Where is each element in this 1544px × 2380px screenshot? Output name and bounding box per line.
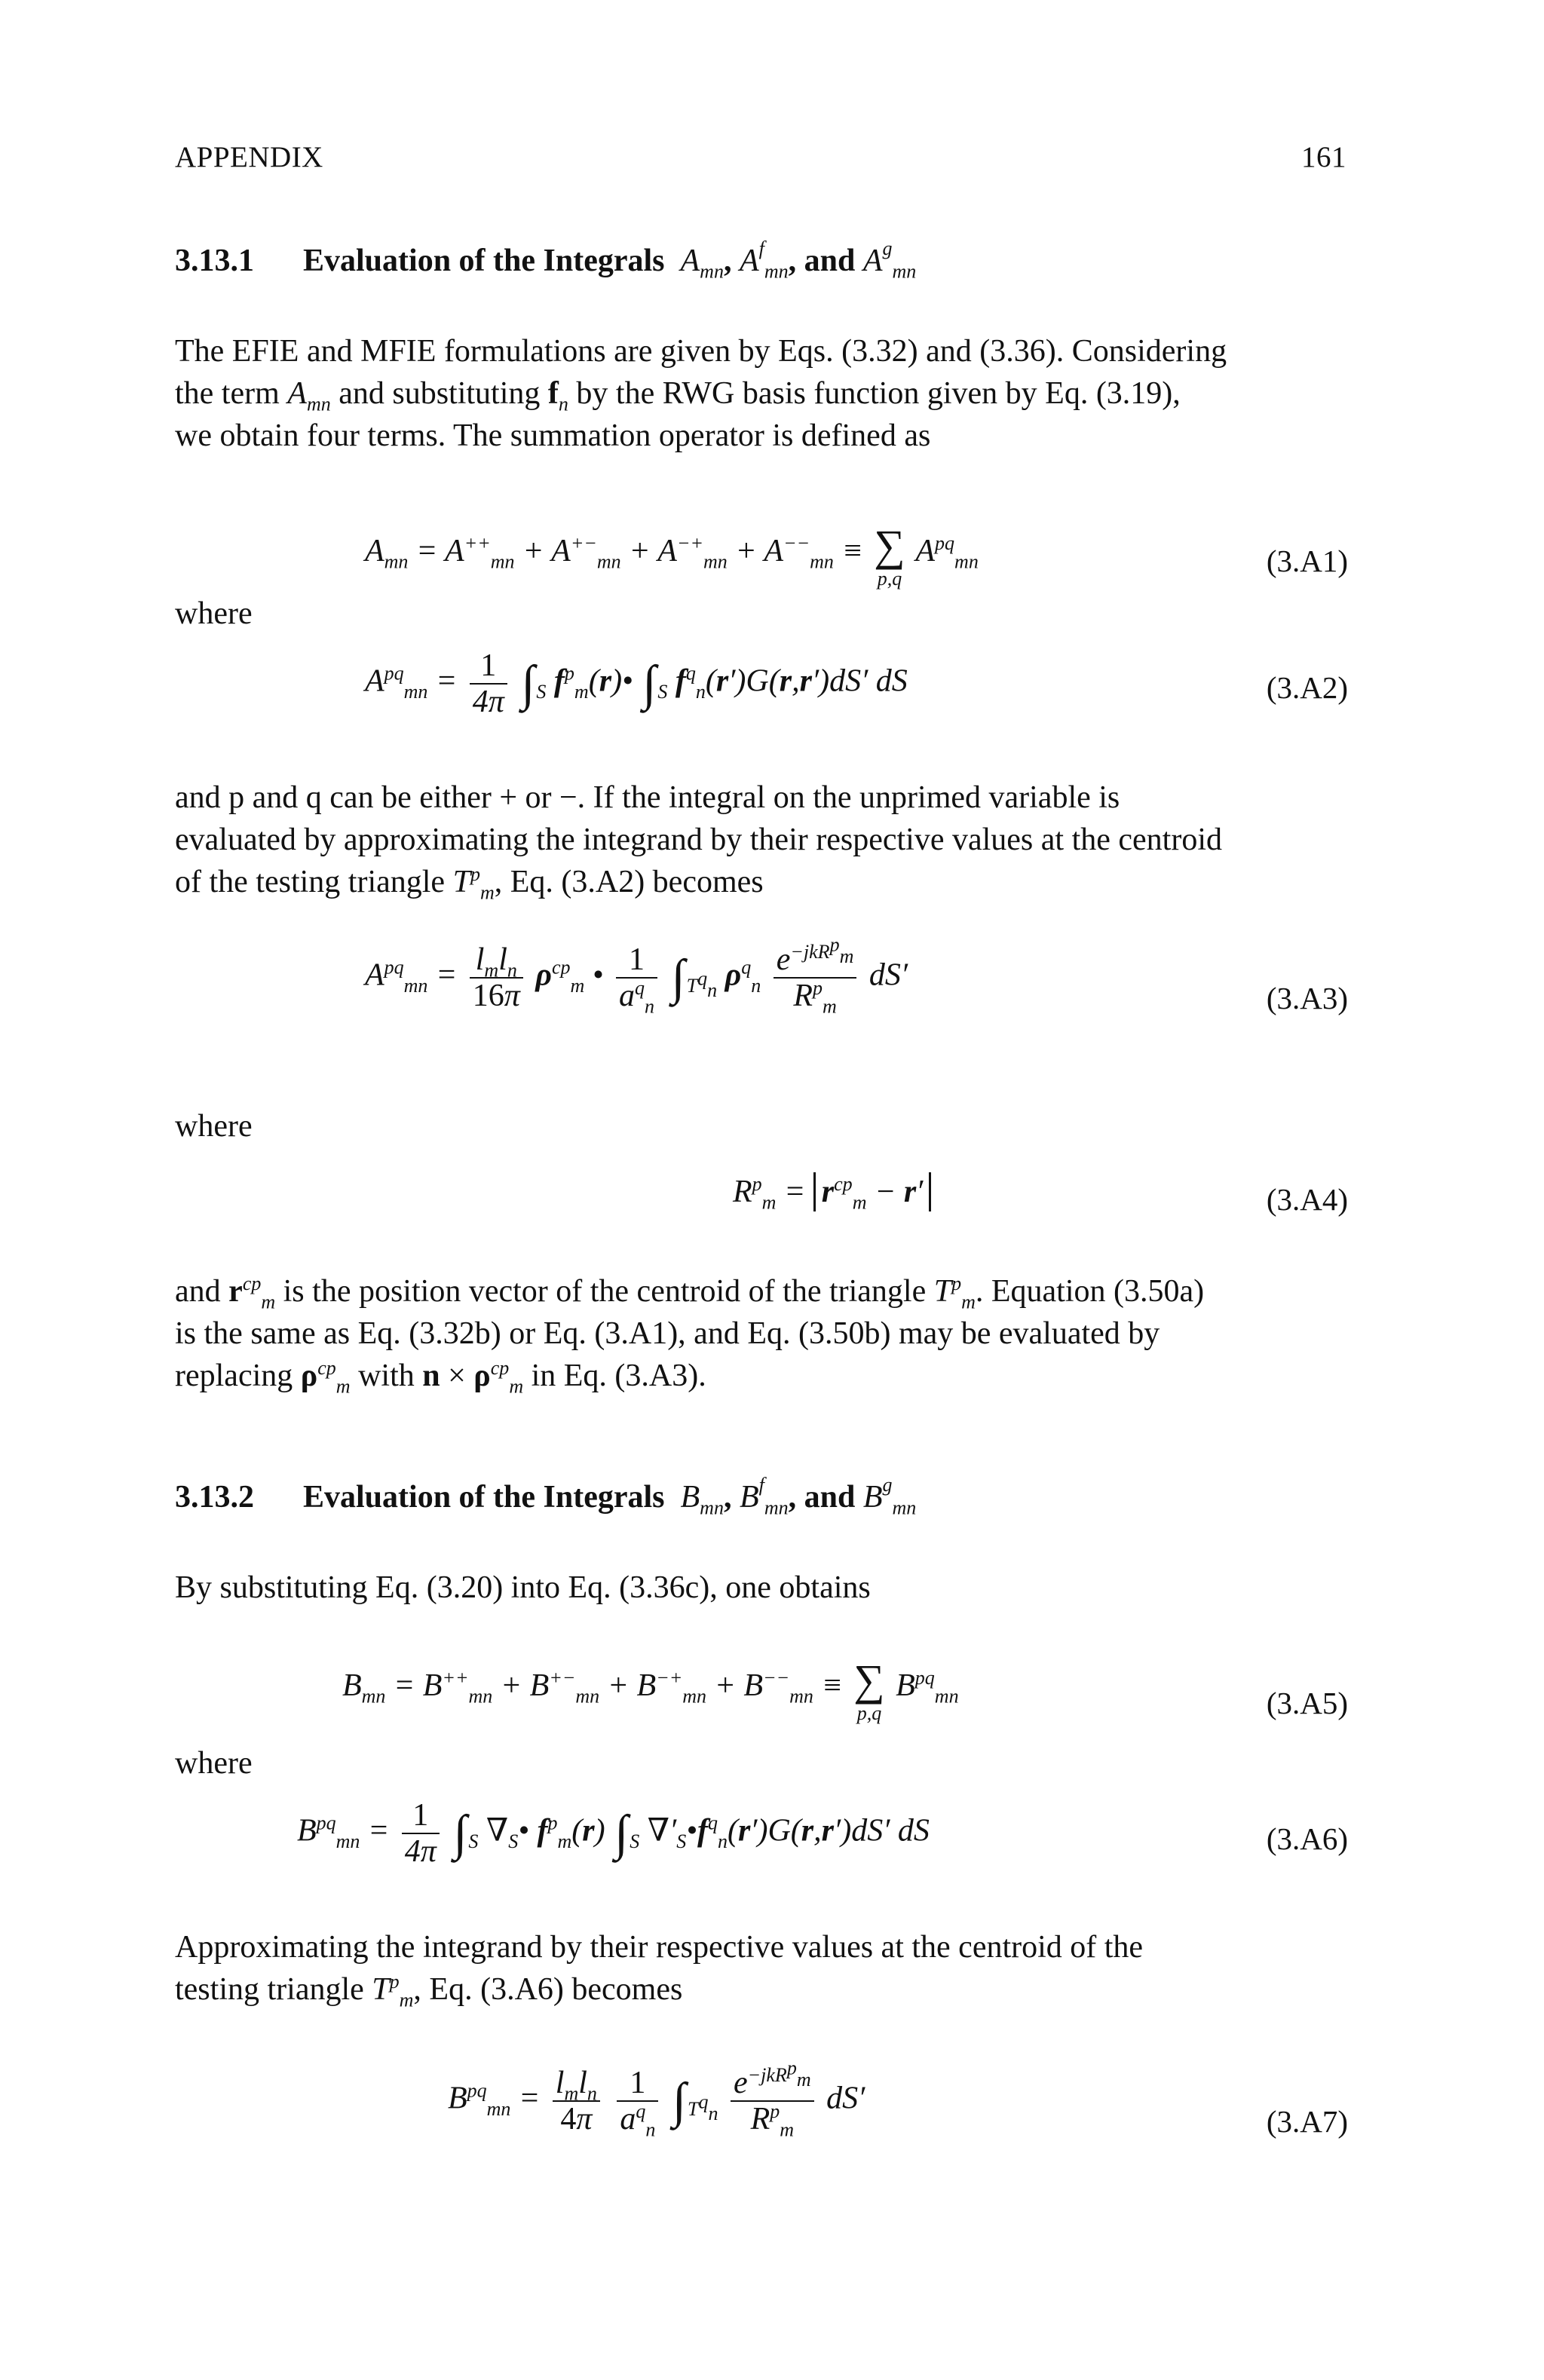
text-line: testing triangle $T^p_m$, Eq. (3.A6) becomes <box>175 1971 683 2011</box>
text-line: The EFIE and MFIE formulations are given by Eqs. (3.32) and (3.36). Considering <box>175 334 1227 369</box>
paragraph-approximation-b <box>175 1926 1348 2011</box>
text-line: we obtain four terms. The summation operator is defined as <box>175 418 931 453</box>
section-title-text: Evaluation of the Integrals <box>303 1480 665 1515</box>
equation-label: (3.A3) <box>1266 981 1348 1015</box>
equation-3-A2: $A^{pq}_{mn}$ = $\frac{1}{4\pi}$ $\int_S$ $f^p_m(r)•$ $\int_S$ $f^q_n(r')G(r,r')dS'$ dS (3.A2) <box>365 648 1348 719</box>
paragraph-substitution: By substituting Eq. (3.20) into Eq. (3.36c), one obtains <box>175 1570 871 1605</box>
running-header <box>175 140 1346 185</box>
text-line: Approximating the integrand by their respective values at the centroid of the <box>175 1930 1144 1965</box>
text-line: and p and q can be either + or −. If the integral on the unprimed variable is <box>175 780 1120 815</box>
section-number: 3.13.1 <box>175 244 254 278</box>
text-line: of the testing triangle $T^p_m$, Eq. (3.A2) becomes <box>175 863 764 904</box>
equation-label: (3.A5) <box>1266 1686 1348 1720</box>
equation-3-A5: $B_{mn} = B^{++}_{mn} + B^{+-}_{mn} + B^{-+}_{mn} + B^{--}_{mn}$ ≡ ∑ p,q $B^{pq}_{mn}$ (3.A5) <box>342 1656 1348 1724</box>
equation-label: (3.A2) <box>1266 670 1348 705</box>
equation-label: (3.A1) <box>1266 544 1348 578</box>
text-line: evaluated by approximating the integrand by their respective values at the centroid <box>175 822 1222 857</box>
page-number: 161 <box>1301 141 1346 173</box>
section-title-text: Evaluation of the Integrals <box>303 244 665 278</box>
section-number: 3.13.2 <box>175 1480 254 1515</box>
equation-3-A3: $A^{pq}_{mn}$ = $\frac{l_ml_n}{16\pi}$ $\rho^{cp}_m$ • $\frac{1}{a^q_n}$ $\int_{T^q_n}$ $\rho^q_n$ $\frac{e^{-jkR^p_m}}{R^p_m}$ dS′ (3.A3) <box>365 933 1348 1018</box>
section-heading-3-13-2: 3.13.2 Evaluation of the Integrals $B_{mn}$, $B^f_{mn}$, and $B^g_{mn}$ <box>175 1474 917 1519</box>
paragraph-approximation <box>175 776 1348 903</box>
section-heading-3-13-1: 3.13.1 Evaluation of the Integrals $A_{mn}$, $A^f_{mn}$, and $A^g_{mn}$ <box>175 237 917 283</box>
equation-label: (3.A4) <box>1266 1182 1348 1217</box>
equation-3-A7: $B^{pq}_{mn}$ = $\frac{l_ml_n}{4\pi}$ $\frac{1}{a^q_n}$ $\int_{T^q_n}$ $\frac{e^{-jkR^p_m}}{R^p_m}$ dS′ (3.A7) <box>448 2057 1348 2141</box>
paragraph-centroid-vector <box>175 1270 1348 1397</box>
running-header-title: APPENDIX <box>175 141 323 173</box>
equation-3-A4: $R^p_m = r^{cp}_m - r'$ (3.A4) <box>733 1173 1348 1217</box>
where-label: where <box>175 1746 253 1781</box>
equation-3-A1: $A_{mn} = A^{++}_{mn} + A^{+-}_{mn} + A^{-+}_{mn} + A^{--}_{mn}$ ≡ ∑ p,q $A^{pq}_{mn}$ (3.A1) <box>365 521 1348 590</box>
text-line: replacing $\rho^{cp}_m$ with $n \times \rho^{cp}_m$ in Eq. (3.A3). <box>175 1357 706 1398</box>
text-line: the term $A_{mn}$ and substituting $f_n$ by the RWG basis function given by Eq. (3.19), <box>175 376 1181 415</box>
text-line: and $r^{cp}_m$ is the position vector of the centroid of the triangle $T^p_m$. Equation (3.50a) <box>175 1273 1205 1313</box>
where-label: where <box>175 596 253 631</box>
paragraph-efie-intro <box>175 330 1348 457</box>
text-line: is the same as Eq. (3.32b) or Eq. (3.A1), and Eq. (3.50b) may be evaluated by <box>175 1316 1160 1351</box>
equation-label: (3.A7) <box>1266 2104 1348 2139</box>
equation-label: (3.A6) <box>1266 1821 1348 1856</box>
equation-3-A6: $B^{pq}_{mn}$ = $\frac{1}{4\pi}$ $\int_S$ $\nabla_S•$ $f^p_m(r)$ $\int_S$ $\nabla'_S•f^q_n(r')G(r,r')dS'$ dS (3.A6) <box>297 1798 1348 1869</box>
where-label: where <box>175 1109 253 1144</box>
